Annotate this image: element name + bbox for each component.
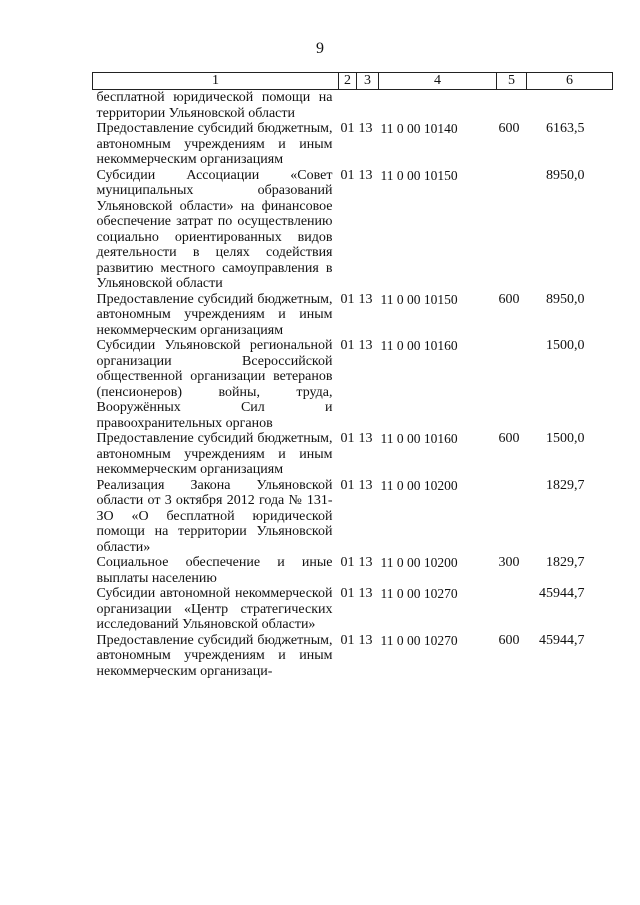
row-expense-type	[497, 586, 527, 633]
row-target-article: 11 0 00 10270	[380, 586, 458, 601]
header-col-6: 6	[527, 73, 613, 90]
row-name: бесплатной юридической помощи на территории Ульяновской области	[96, 90, 333, 121]
row-expense-type	[497, 168, 527, 292]
row-section: 01	[340, 167, 355, 183]
row-target-article: 11 0 00 10160	[380, 338, 458, 353]
row-expense-type	[497, 338, 527, 431]
row-name: Реализация Закона Ульяновской области от 3 октября 2012 года № 131-ЗО «О бесплатной юридической помощи на территории Ульяновской области»	[96, 477, 333, 555]
row-subsection: 13	[358, 555, 373, 570]
row-section: 01	[340, 338, 355, 353]
table-row	[93, 431, 613, 478]
row-name: Субсидии автономной некоммерческой организации «Центр стратегических исследований Ульяновской области»	[96, 586, 333, 632]
row-amount: 45944,7	[539, 632, 585, 648]
row-section: 01	[340, 555, 355, 570]
row-section: 01	[340, 121, 355, 136]
row-section: 01	[340, 477, 355, 493]
row-target-article: 11 0 00 10150	[380, 167, 458, 183]
row-amount: 8950,0	[546, 167, 585, 183]
row-subsection: 13	[358, 586, 373, 601]
row-name: Субсидии Ульяновской региональной организации Всероссийской общественной организации ветеранов (пенсионеров) войны, труда, Вооружённых Сил и правоохранительных органов	[96, 338, 333, 431]
row-expense-type	[497, 90, 527, 122]
row-amount: 45944,7	[539, 586, 585, 601]
row-name: Предоставление субсидий бюджетным, автономным учреждениям и иным некоммерческим организациям	[96, 121, 333, 167]
header-col-3: 3	[357, 73, 379, 90]
table-row	[93, 478, 613, 556]
table-row	[93, 90, 613, 122]
row-section	[339, 90, 357, 122]
table-row	[93, 121, 613, 168]
table-row	[93, 555, 613, 586]
row-subsection: 13	[358, 338, 373, 353]
row-name: Предоставление субсидий бюджетным, автономным учреждениям и иным некоммерческим организаци-	[96, 632, 333, 679]
row-target-article: 11 0 00 10200	[380, 477, 458, 493]
row-target-article: 11 0 00 10270	[380, 632, 458, 648]
header-col-1: 1	[93, 73, 339, 90]
table-row	[93, 586, 613, 633]
row-subsection: 13	[358, 477, 373, 493]
row-expense-type: 600	[498, 632, 520, 648]
row-expense-type: 300	[498, 555, 520, 570]
row-amount	[527, 90, 613, 122]
row-amount: 1829,7	[546, 555, 585, 570]
row-section: 01	[340, 431, 355, 446]
header-col-5: 5	[497, 73, 527, 90]
row-name: Социальное обеспечение и иные выплаты населению	[96, 555, 333, 586]
row-amount: 1500,0	[546, 431, 585, 446]
row-amount: 1829,7	[546, 477, 585, 493]
row-subsection: 13	[358, 431, 373, 446]
row-name: Субсидии Ассоциации «Совет муниципальных образований Ульяновской области» на финансовое обеспечение затрат по осуществлению социально ориентированных видов деятельности в целях содействия развитию местного самоуправления в Ульяновской области	[96, 167, 333, 291]
row-expense-type: 600	[498, 431, 520, 446]
page-number: 9	[316, 40, 324, 57]
row-section: 01	[340, 632, 355, 648]
row-target-article: 11 0 00 10200	[380, 555, 458, 570]
table-header-row	[93, 73, 613, 90]
row-subsection: 13	[358, 291, 373, 307]
row-target-article	[379, 90, 497, 122]
row-target-article: 11 0 00 10160	[380, 431, 458, 446]
row-subsection	[357, 90, 379, 122]
budget-table	[92, 72, 613, 679]
table-row	[93, 338, 613, 431]
row-amount: 8950,0	[546, 291, 585, 307]
row-expense-type: 600	[498, 121, 520, 136]
row-subsection: 13	[358, 167, 373, 183]
row-amount: 6163,5	[546, 121, 585, 136]
header-col-2: 2	[339, 73, 357, 90]
row-expense-type: 600	[498, 291, 520, 307]
row-name: Предоставление субсидий бюджетным, автономным учреждениям и иным некоммерческим организациям	[96, 431, 333, 477]
row-name: Предоставление субсидий бюджетным, автономным учреждениям и иным некоммерческим организациям	[96, 291, 333, 338]
row-section: 01	[340, 586, 355, 601]
table-row	[93, 292, 613, 339]
header-col-4: 4	[379, 73, 497, 90]
table-row	[93, 633, 613, 680]
row-expense-type	[497, 478, 527, 556]
row-subsection: 13	[358, 632, 373, 648]
row-subsection: 13	[358, 121, 373, 136]
row-target-article: 11 0 00 10150	[380, 291, 458, 307]
row-section: 01	[340, 291, 355, 307]
row-target-article: 11 0 00 10140	[380, 121, 458, 136]
table-row	[93, 168, 613, 292]
row-amount: 1500,0	[546, 338, 585, 353]
